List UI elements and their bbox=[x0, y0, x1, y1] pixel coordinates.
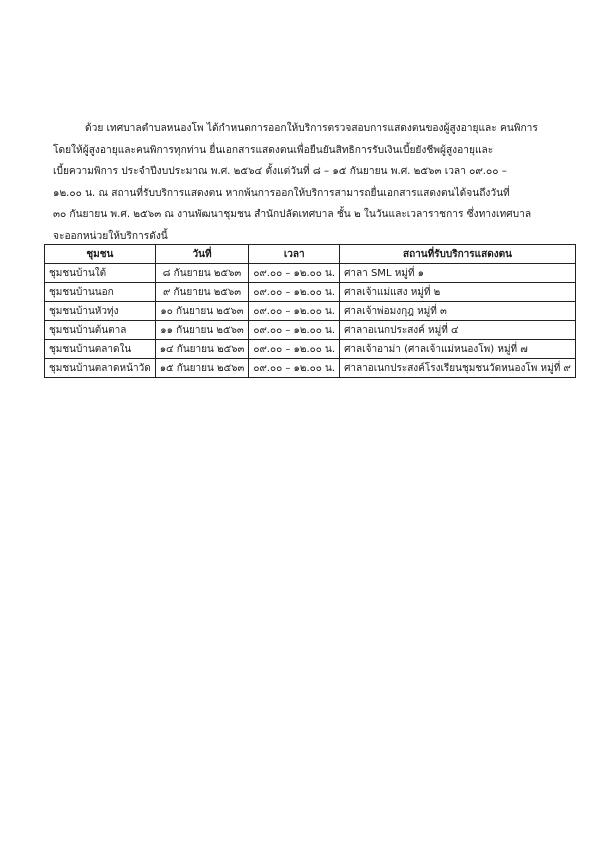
cell-community: ชุมชนบ้านนอก bbox=[45, 283, 156, 302]
cell-place: ศาลาอเนกประสงค์ หมู่ที่ ๔ bbox=[340, 321, 576, 340]
cell-place: ศาลเจ้าพ่อมงกุฎ หมู่ที่ ๓ bbox=[340, 302, 576, 321]
cell-date: ๙ กันยายน ๒๕๖๓ bbox=[155, 283, 249, 302]
cell-time: ๐๙.๐๐ – ๑๒.๐๐ น. bbox=[249, 359, 340, 378]
cell-community: ชุมชนบ้านตลาดใน bbox=[45, 340, 156, 359]
cell-date: ๑๑ กันยายน ๒๕๖๓ bbox=[155, 321, 249, 340]
cell-community: ชุมชนบ้านต้นตาล bbox=[45, 321, 156, 340]
cell-community: ชุมชนบ้านหัวทุ่ง bbox=[45, 302, 156, 321]
paragraph-line: ๓๐ กันยายน พ.ศ. ๒๕๖๓ ณ งานพัฒนาชุมชน สำนักปลัดเทศบาล ชั้น ๒ ในวันและเวลาราชการ ซึ่งทางเทศบาล bbox=[53, 209, 532, 220]
cell-community: ชุมชนบ้านตลาดหน้าวัด bbox=[45, 359, 156, 378]
cell-time: ๐๙.๐๐ – ๑๒.๐๐ น. bbox=[249, 283, 340, 302]
cell-time: ๐๙.๐๐ – ๑๒.๐๐ น. bbox=[249, 340, 340, 359]
table-row bbox=[45, 340, 576, 359]
header-time: เวลา bbox=[249, 245, 340, 264]
paragraph-line: โดยให้ผู้สูงอายุและคนพิการทุกท่าน ยื่นเอกสารแสดงตนเพื่อยืนยันสิทธิการรับเงินเบี้ยยังชีพผู้สูงอายุและ bbox=[53, 144, 494, 156]
table-row bbox=[45, 283, 576, 302]
header-date: วันที่ bbox=[155, 245, 249, 264]
table-row bbox=[45, 359, 576, 378]
paragraph-line: ด้วย เทศบาลตำบลหนองโพ ได้กำหนดการออกให้บริการตรวจสอบการแสดงตนของผู้สูงอายุและ คนพิการ bbox=[85, 123, 538, 134]
header-community: ชุมชน bbox=[45, 245, 156, 264]
cell-time: ๐๙.๐๐ – ๑๒.๐๐ น. bbox=[249, 321, 340, 340]
cell-place: ศาลา SML หมู่ที่ ๑ bbox=[340, 264, 576, 283]
table-row bbox=[45, 264, 576, 283]
paragraph-line: จะออกหน่วยให้บริการดังนี้ bbox=[53, 230, 168, 242]
cell-place: ศาลเจ้าแม่แสง หมู่ที่ ๒ bbox=[340, 283, 576, 302]
announcement-paragraph bbox=[53, 118, 553, 247]
cell-date: ๑๐ กันยายน ๒๕๖๓ bbox=[155, 302, 249, 321]
cell-date: ๘ กันยายน ๒๕๖๓ bbox=[155, 264, 249, 283]
cell-time: ๐๙.๐๐ – ๑๒.๐๐ น. bbox=[249, 264, 340, 283]
table-row bbox=[45, 302, 576, 321]
paragraph-line: ๑๒.๐๐ น. ณ สถานที่รับบริการแสดงตน หากพ้นการออกให้บริการสามารถยื่นเอกสารแสดงตนได้จนถึงวันที่ bbox=[53, 187, 510, 199]
cell-date: ๑๔ กันยายน ๒๕๖๓ bbox=[155, 340, 249, 359]
cell-time: ๐๙.๐๐ – ๑๒.๐๐ น. bbox=[249, 302, 340, 321]
service-schedule-table bbox=[44, 244, 576, 378]
paragraph-line: เบี้ยความพิการ ประจำปีงบประมาณ พ.ศ. ๒๕๖๔ ตั้งแต่วันที่ ๘ – ๑๕ กันยายน พ.ศ. ๒๕๖๓ เวลา ๐๙.๐๐ – bbox=[53, 166, 507, 177]
table-header-row bbox=[45, 245, 576, 264]
cell-community: ชุมชนบ้านใต้ bbox=[45, 264, 156, 283]
table-row bbox=[45, 321, 576, 340]
cell-place: ศาลเจ้าอาม่า (ศาลเจ้าแม่หนองโพ) หมู่ที่ ๗ bbox=[340, 340, 576, 359]
cell-date: ๑๕ กันยายน ๒๕๖๓ bbox=[155, 359, 249, 378]
cell-place: ศาลาอเนกประสงค์โรงเรียนชุมชนวัดหนองโพ หมู่ที่ ๙ bbox=[340, 359, 576, 378]
header-place: สถานที่รับบริการแสดงตน bbox=[340, 245, 576, 264]
